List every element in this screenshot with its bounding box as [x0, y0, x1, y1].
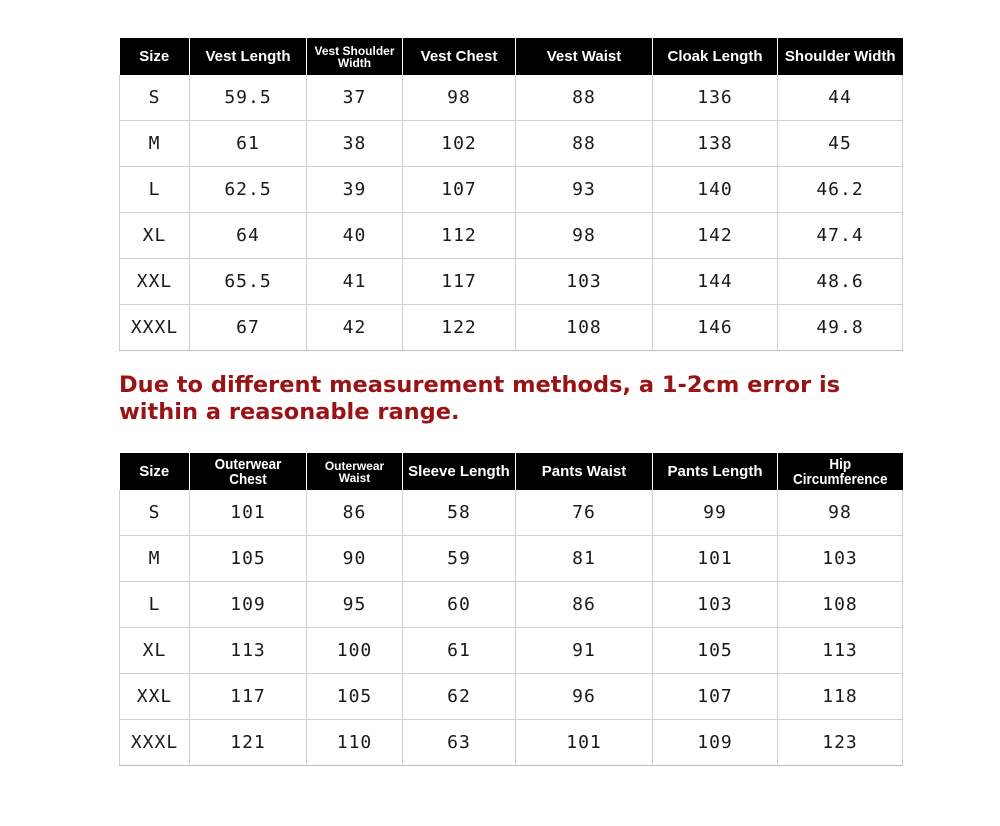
header-vest-shoulder-width: Vest Shoulder Width	[307, 38, 403, 75]
cell-size: XXL	[120, 674, 190, 720]
table-cell: 98	[516, 213, 653, 259]
table-cell: 121	[190, 720, 307, 766]
table-cell: 76	[516, 490, 653, 536]
table-header-row	[120, 38, 903, 75]
table-row	[120, 75, 903, 121]
table-cell: 110	[307, 720, 403, 766]
table-cell: 108	[778, 582, 903, 628]
table-cell: 103	[516, 259, 653, 305]
table-cell: 61	[190, 121, 307, 167]
table-row	[120, 628, 903, 674]
table-cell: 90	[307, 536, 403, 582]
header-sleeve-length: Sleeve Length	[403, 453, 516, 490]
table-cell: 86	[307, 490, 403, 536]
table-cell: 95	[307, 582, 403, 628]
table-row	[120, 259, 903, 305]
table-cell: 38	[307, 121, 403, 167]
table-row	[120, 674, 903, 720]
table-cell: 93	[516, 167, 653, 213]
table-cell: 96	[516, 674, 653, 720]
header-cloak-length: Cloak Length	[653, 38, 778, 75]
table-cell: 44	[778, 75, 903, 121]
table-cell: 67	[190, 305, 307, 351]
table-cell: 101	[516, 720, 653, 766]
table-row	[120, 213, 903, 259]
table-cell: 118	[778, 674, 903, 720]
header-hip-circumference: Hip Circumference	[778, 453, 903, 490]
table-cell: 123	[778, 720, 903, 766]
header-pants-length: Pants Length	[653, 453, 778, 490]
table-cell: 112	[403, 213, 516, 259]
size-table-outerwear-pants	[119, 453, 903, 766]
cell-size: S	[120, 75, 190, 121]
table-cell: 59.5	[190, 75, 307, 121]
table-cell: 86	[516, 582, 653, 628]
cell-size: M	[120, 121, 190, 167]
table-cell: 98	[778, 490, 903, 536]
table-row	[120, 121, 903, 167]
cell-size: XXXL	[120, 305, 190, 351]
table-cell: 144	[653, 259, 778, 305]
table-cell: 142	[653, 213, 778, 259]
table-row	[120, 536, 903, 582]
header-size: Size	[120, 453, 190, 490]
table-cell: 39	[307, 167, 403, 213]
table-cell: 146	[653, 305, 778, 351]
table-cell: 138	[653, 121, 778, 167]
table-cell: 81	[516, 536, 653, 582]
table-cell: 101	[190, 490, 307, 536]
table-cell: 98	[403, 75, 516, 121]
table-cell: 48.6	[778, 259, 903, 305]
table-row	[120, 167, 903, 213]
table-cell: 113	[190, 628, 307, 674]
table-cell: 64	[190, 213, 307, 259]
table-cell: 47.4	[778, 213, 903, 259]
table-cell: 109	[190, 582, 307, 628]
table-cell: 105	[307, 674, 403, 720]
table-cell: 58	[403, 490, 516, 536]
table-cell: 37	[307, 75, 403, 121]
table-cell: 107	[653, 674, 778, 720]
table-cell: 107	[403, 167, 516, 213]
table-cell: 40	[307, 213, 403, 259]
table-cell: 103	[778, 536, 903, 582]
table-header-row	[120, 453, 903, 490]
header-outerwear-chest: Outerwear Chest	[190, 453, 307, 490]
table-cell: 109	[653, 720, 778, 766]
table-cell: 88	[516, 75, 653, 121]
table-cell: 136	[653, 75, 778, 121]
measurement-error-note: Due to different measurement methods, a 1-2cm error is within a reasonable range.	[119, 372, 841, 425]
table-cell: 88	[516, 121, 653, 167]
cell-size: XL	[120, 213, 190, 259]
cell-size: XXL	[120, 259, 190, 305]
cell-size: L	[120, 167, 190, 213]
table-cell: 91	[516, 628, 653, 674]
table-cell: 46.2	[778, 167, 903, 213]
table-cell: 122	[403, 305, 516, 351]
table-cell: 41	[307, 259, 403, 305]
table-cell: 42	[307, 305, 403, 351]
header-vest-waist: Vest Waist	[516, 38, 653, 75]
header-size: Size	[120, 38, 190, 75]
table-cell: 62	[403, 674, 516, 720]
table-cell: 99	[653, 490, 778, 536]
table-cell: 113	[778, 628, 903, 674]
size-table-vest-cloak	[119, 38, 903, 351]
table-cell: 117	[403, 259, 516, 305]
table-cell: 63	[403, 720, 516, 766]
table-cell: 61	[403, 628, 516, 674]
table-cell: 101	[653, 536, 778, 582]
table-cell: 62.5	[190, 167, 307, 213]
table-row	[120, 582, 903, 628]
cell-size: S	[120, 490, 190, 536]
table-cell: 117	[190, 674, 307, 720]
table-cell: 60	[403, 582, 516, 628]
cell-size: M	[120, 536, 190, 582]
header-shoulder-width: Shoulder Width	[778, 38, 903, 75]
table-row	[120, 305, 903, 351]
cell-size: XXXL	[120, 720, 190, 766]
table-cell: 59	[403, 536, 516, 582]
table-cell: 65.5	[190, 259, 307, 305]
header-pants-waist: Pants Waist	[516, 453, 653, 490]
table-cell: 103	[653, 582, 778, 628]
table-cell: 105	[190, 536, 307, 582]
cell-size: L	[120, 582, 190, 628]
table-cell: 45	[778, 121, 903, 167]
header-outerwear-waist: Outerwear Waist	[307, 453, 403, 490]
table-cell: 100	[307, 628, 403, 674]
header-vest-chest: Vest Chest	[403, 38, 516, 75]
table-cell: 108	[516, 305, 653, 351]
cell-size: XL	[120, 628, 190, 674]
table-cell: 140	[653, 167, 778, 213]
table-cell: 105	[653, 628, 778, 674]
header-vest-length: Vest Length	[190, 38, 307, 75]
table-row	[120, 490, 903, 536]
table-cell: 102	[403, 121, 516, 167]
table-row	[120, 720, 903, 766]
table-cell: 49.8	[778, 305, 903, 351]
